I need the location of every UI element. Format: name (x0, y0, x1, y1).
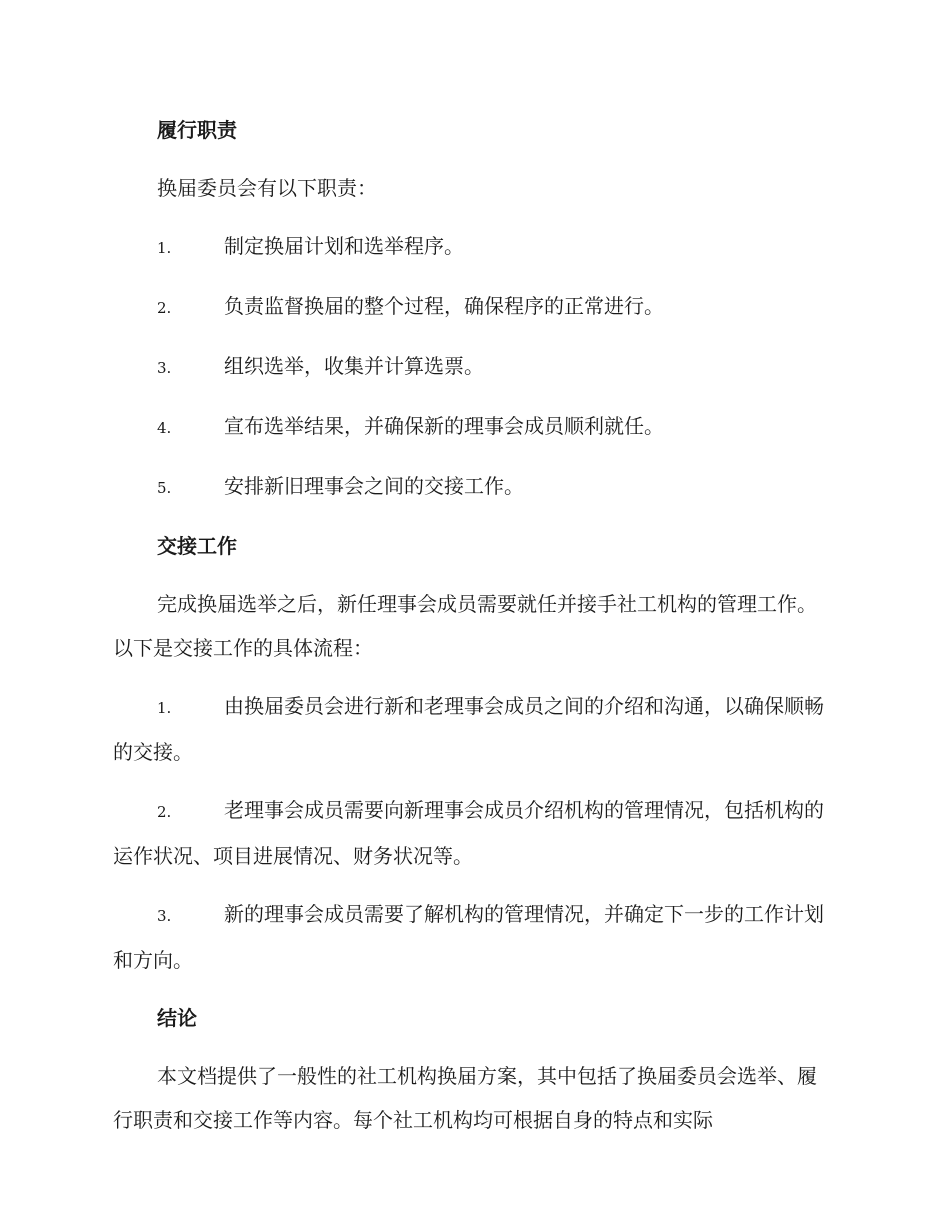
list-item (113, 224, 835, 270)
list-number: 3. (157, 907, 172, 925)
section-heading-conclusion: 结论 (157, 1006, 197, 1030)
list-item (113, 284, 835, 330)
list-item (113, 464, 835, 510)
list-text: 老理事会成员需要向新理事会成员介绍机构的管理情况，包括机构的运作状况、项目进展情况、财务状况等。 (113, 798, 824, 868)
list-text: 制定换届计划和选举程序。 (224, 234, 464, 258)
document-body (113, 108, 835, 1156)
list-text: 由换届委员会进行新和老理事会成员之间的介绍和沟通，以确保顺畅的交接。 (113, 694, 824, 764)
list-number: 2. (157, 803, 172, 821)
list-item (113, 344, 835, 390)
section-heading-duties: 履行职责 (157, 118, 237, 142)
list-item (113, 404, 835, 450)
list-number: 3. (157, 359, 172, 377)
list-number: 5. (157, 479, 172, 497)
list-number: 4. (157, 419, 172, 437)
list-text: 新的理事会成员需要了解机构的管理情况，并确定下一步的工作计划和方向。 (113, 902, 824, 972)
list-number: 1. (157, 239, 172, 257)
list-text: 负责监督换届的整个过程，确保程序的正常进行。 (224, 294, 664, 318)
list-item (113, 684, 835, 774)
section-heading-handover: 交接工作 (157, 534, 237, 558)
section-intro-handover: 完成换届选举之后，新任理事会成员需要就任并接手社工机构的管理工作。以下是交接工作的具体流程： (113, 592, 817, 660)
list-text: 宣布选举结果，并确保新的理事会成员顺利就任。 (224, 414, 664, 438)
list-number: 2. (157, 299, 172, 317)
list-text: 安排新旧理事会之间的交接工作。 (224, 474, 524, 498)
list-item (113, 788, 835, 878)
list-item (113, 892, 835, 982)
list-number: 1. (157, 699, 172, 717)
section-intro-duties: 换届委员会有以下职责： (157, 176, 377, 200)
section-intro-conclusion: 本文档提供了一般性的社工机构换届方案，其中包括了换届委员会选举、履行职责和交接工作等内容。每个社工机构均可根据自身的特点和实际 (113, 1064, 817, 1132)
list-text: 组织选举，收集并计算选票。 (224, 354, 484, 378)
